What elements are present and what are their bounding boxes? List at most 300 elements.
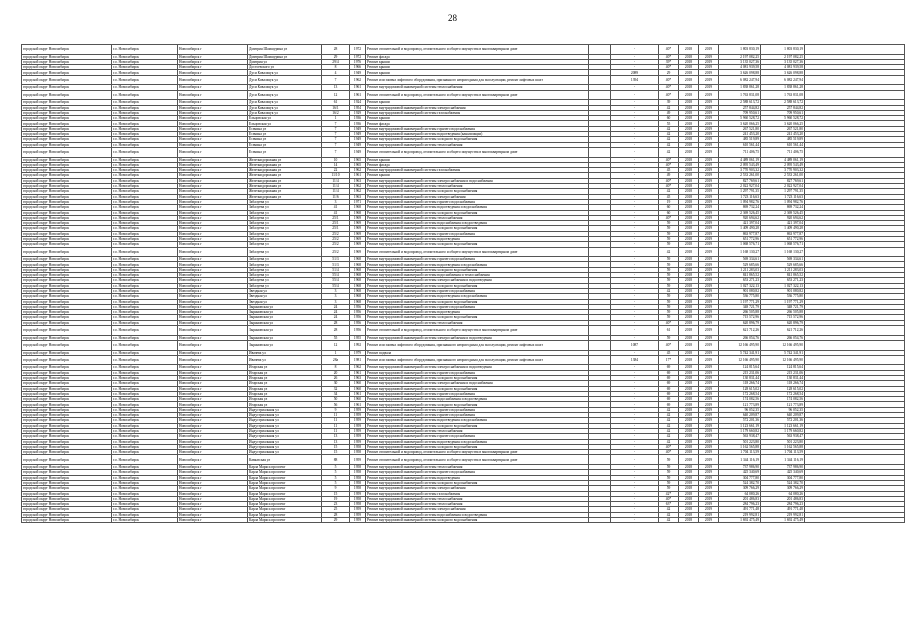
house-number-cell: 8: [322, 65, 350, 70]
table-row: [22, 75, 905, 85]
start-year-cell: 2018: [679, 402, 699, 407]
house-number-cell: 5: [322, 470, 350, 475]
area-cell: -: [611, 350, 659, 355]
area-cell: -: [611, 335, 659, 340]
city-cell: г.о. Новосибирск: [112, 162, 178, 167]
build-year-cell: 1949: [350, 126, 366, 131]
start-year-cell: 2018: [679, 491, 699, 496]
end-year-cell: 2019: [699, 194, 719, 199]
start-year-cell: 2018: [679, 236, 699, 241]
wear-cell: 63*: [659, 502, 679, 507]
work-type-cell: Ремонт фасада: [366, 121, 589, 126]
start-year-cell: 2018: [679, 168, 699, 173]
house-number-cell: 25/1: [322, 221, 350, 226]
locality-cell: Новосибирск г: [178, 85, 248, 90]
house-number-cell: 24: [322, 310, 350, 315]
end-year-cell: 2019: [699, 205, 719, 210]
end-year-cell: 2019: [699, 340, 719, 350]
locality-cell: Новосибирск г: [178, 507, 248, 512]
build-year-cell: 1949: [350, 132, 366, 137]
total-cost-cell: 1 763 831,08: [761, 90, 805, 100]
house-number-cell: 24: [322, 304, 350, 309]
area-cell: -: [611, 157, 659, 162]
work-type-cell: Ремонт внутридомовой инженерной системы холодного водоснабжения: [366, 137, 589, 142]
work-type-cell: Ремонт или замена лифтового оборудования, признанного непригодным для эксплуатации, ремонт лифтовых шахт: [366, 340, 589, 350]
city-cell: г.о. Новосибирск: [112, 315, 178, 320]
city-cell: г.о. Новосибирск: [112, 340, 178, 350]
house-number-cell: 29: [322, 518, 350, 523]
city-cell: г.о. Новосибирск: [112, 335, 178, 340]
house-number-cell: 41: [322, 205, 350, 210]
work-type-cell: Ремонт внутридомовой инженерной системы водоотведения: [366, 310, 589, 315]
build-year-cell: 1959: [350, 491, 366, 496]
area-cell: 1087: [611, 340, 659, 350]
total-cost-cell: 1 704 113,59: [761, 450, 805, 455]
city-cell: г.о. Новосибирск: [112, 486, 178, 491]
locality-cell: Новосибирск г: [178, 70, 248, 75]
city-cell: г.о. Новосибирск: [112, 386, 178, 391]
start-year-cell: 2018: [679, 90, 699, 100]
work-type-cell: Ремонт отопительной и водопровод, отопительного и общего имущества в многоквартирном доме: [366, 247, 589, 257]
municipality-cell: городской округ Новосибирск: [22, 210, 112, 215]
work-type-cell: Ремонт внутридомовой инженерной системы теплоснабжения: [366, 142, 589, 147]
work-type-cell: Ремонт внутридомовой инженерной системы электроснабжения и водоотведения: [366, 365, 589, 370]
city-cell: г.о. Новосибирск: [112, 110, 178, 115]
total-cost-cell: 901 080,82: [761, 288, 805, 293]
build-year-cell: 1958: [350, 496, 366, 501]
start-year-cell: 2018: [679, 381, 699, 386]
street-cell: Звездная ул: [248, 294, 322, 299]
wear-cell: 69: [659, 381, 679, 386]
street-cell: Дмитрия ул: [248, 59, 322, 64]
area-cell: -: [611, 110, 659, 115]
area-cell: -: [611, 205, 659, 210]
cost-cell: 1 297 791,35: [719, 189, 761, 194]
capital-repair-table: [21, 44, 905, 523]
total-cost-cell: 64 080,26: [761, 491, 805, 496]
empty-cell: [589, 355, 611, 365]
house-number-cell: 11: [322, 428, 350, 433]
municipality-cell: городской округ Новосибирск: [22, 75, 112, 85]
street-cell: Ельцовская ул: [248, 121, 322, 126]
street-cell: Звездная ул: [248, 299, 322, 304]
end-year-cell: 2019: [699, 157, 719, 162]
house-number-cell: 88: [322, 455, 350, 465]
house-number-cell: 28: [322, 320, 350, 325]
area-cell: -: [611, 65, 659, 70]
street-cell: Ивачева ул: [248, 350, 322, 355]
total-cost-cell: 309 766,29: [761, 486, 805, 491]
house-number-cell: 55/4: [322, 273, 350, 278]
municipality-cell: городской округ Новосибирск: [22, 320, 112, 325]
build-year-cell: 1958: [350, 465, 366, 470]
build-year-cell: 1956: [350, 320, 366, 325]
wear-cell: 69: [659, 397, 679, 402]
wear-cell: 42: [659, 439, 679, 444]
area-cell: -: [611, 304, 659, 309]
city-cell: г.о. Новосибирск: [112, 242, 178, 247]
end-year-cell: 2019: [699, 173, 719, 178]
municipality-cell: городской округ Новосибирск: [22, 45, 112, 55]
end-year-cell: 2019: [699, 70, 719, 75]
start-year-cell: 2018: [679, 397, 699, 402]
total-cost-cell: 1 027 322,13: [761, 283, 805, 288]
total-cost-cell: 6 082 247,94: [761, 75, 805, 85]
street-cell: Зыряновская ул: [248, 315, 322, 320]
area-cell: 1394: [611, 75, 659, 85]
end-year-cell: 2019: [699, 335, 719, 340]
total-cost-cell: 1 123 661,19: [761, 423, 805, 428]
total-cost-cell: 3 626 098,88: [761, 70, 805, 75]
start-year-cell: 2018: [679, 386, 699, 391]
start-year-cell: 2018: [679, 226, 699, 231]
empty-cell: [589, 518, 611, 523]
build-year-cell: 1958: [350, 480, 366, 485]
total-cost-cell: 257 844,82: [761, 105, 805, 110]
street-cell: Железнодорожная ул: [248, 173, 322, 178]
build-year-cell: 1979: [350, 350, 366, 355]
work-type-cell: Ремонт внутридомовой инженерной системы холодного водоснабжения: [366, 210, 589, 215]
area-cell: -: [611, 326, 659, 336]
end-year-cell: 2019: [699, 247, 719, 257]
locality-cell: Новосибирск г: [178, 236, 248, 241]
wear-cell: 59: [659, 221, 679, 226]
total-cost-cell: 284 796,23: [761, 502, 805, 507]
house-number-cell: 55: [322, 335, 350, 340]
end-year-cell: 2019: [699, 518, 719, 523]
city-cell: г.о. Новосибирск: [112, 304, 178, 309]
locality-cell: Новосибирск г: [178, 340, 248, 350]
build-year-cell: 1968: [350, 205, 366, 210]
end-year-cell: 2019: [699, 310, 719, 315]
total-cost-cell: 529 685,66: [761, 262, 805, 267]
build-year-cell: 1971: [350, 199, 366, 204]
build-year-cell: 1959: [350, 512, 366, 517]
street-cell: Ивачева ул: [248, 355, 322, 365]
build-year-cell: 1965: [350, 162, 366, 167]
house-number-cell: 11/4: [322, 189, 350, 194]
start-year-cell: 2018: [679, 350, 699, 355]
locality-cell: Новосибирск г: [178, 518, 248, 523]
city-cell: г.о. Новосибирск: [112, 147, 178, 157]
start-year-cell: 2018: [679, 413, 699, 418]
start-year-cell: 2018: [679, 512, 699, 517]
city-cell: г.о. Новосибирск: [112, 121, 178, 126]
total-cost-cell: 118 266,74: [761, 381, 805, 386]
municipality-cell: городской округ Новосибирск: [22, 65, 112, 70]
area-cell: -: [611, 512, 659, 517]
street-cell: Игарская ул: [248, 402, 322, 407]
work-type-cell: Ремонт внутридомовой инженерной системы газоснабжения: [366, 168, 589, 173]
house-number-cell: 55/4: [322, 283, 350, 288]
area-cell: -: [611, 105, 659, 110]
locality-cell: Новосибирск г: [178, 132, 248, 137]
build-year-cell: 1949: [350, 70, 366, 75]
house-number-cell: 29/4: [322, 59, 350, 64]
build-year-cell: 1961: [350, 90, 366, 100]
work-type-cell: Ремонт внутридомовой инженерной системы электроснабжения и водоотведения: [366, 335, 589, 340]
municipality-cell: городской округ Новосибирск: [22, 402, 112, 407]
work-type-cell: Ремонт внутридомовой инженерной системы горячего водоснабжения: [366, 126, 589, 131]
work-type-cell: Ремонт внутридомовой инженерной системы теплоснабжения: [366, 184, 589, 189]
empty-cell: [589, 326, 611, 336]
wear-cell: 40*: [659, 450, 679, 455]
work-type-cell: Ремонт внутридомовой инженерной системы холодного водоснабжения: [366, 423, 589, 428]
street-cell: Дмитрия Шамшурина ул: [248, 54, 322, 59]
total-cost-cell: 737 986,90: [761, 465, 805, 470]
total-cost-cell: 421 397,04: [761, 221, 805, 226]
house-number-cell: 12: [322, 90, 350, 100]
work-type-cell: Ремонт или замена лифтового оборудования, признанного непригодным для эксплуатации, ремонт лифтовых шахт: [366, 355, 589, 365]
municipality-cell: городской округ Новосибирск: [22, 162, 112, 167]
municipality-cell: городской округ Новосибирск: [22, 100, 112, 105]
street-cell: Зыряновская ул: [248, 326, 322, 336]
area-cell: -: [611, 194, 659, 199]
start-year-cell: 2018: [679, 85, 699, 90]
wear-cell: 42: [659, 518, 679, 523]
end-year-cell: 2019: [699, 502, 719, 507]
locality-cell: Новосибирск г: [178, 283, 248, 288]
area-cell: -: [611, 370, 659, 375]
total-cost-cell: 2 533 261,00: [761, 173, 805, 178]
wear-cell: 42: [659, 132, 679, 137]
build-year-cell: 1959: [350, 455, 366, 465]
house-number-cell: 13: [322, 85, 350, 90]
area-cell: -: [611, 407, 659, 412]
house-number-cell: 29: [322, 54, 350, 59]
wear-cell: 42: [659, 247, 679, 257]
work-type-cell: Ремонт внутридомовой инженерной системы электроснабжения и водоснабжения: [366, 178, 589, 183]
house-number-cell: 32: [322, 386, 350, 391]
empty-cell: [805, 340, 905, 350]
street-cell: Дуси Ковальчук ул: [248, 100, 322, 105]
total-cost-cell: 572 201,36: [761, 418, 805, 423]
area-cell: -: [611, 315, 659, 320]
start-year-cell: 2018: [679, 470, 699, 475]
municipality-cell: городской округ Новосибирск: [22, 215, 112, 220]
street-cell: Забалуева ул: [248, 278, 322, 283]
work-type-cell: Ремонт крыши: [366, 173, 589, 178]
build-year-cell: 1956: [350, 315, 366, 320]
build-year-cell: 1961: [350, 370, 366, 375]
area-cell: -: [611, 310, 659, 315]
total-cost-cell: 174 082,56: [761, 397, 805, 402]
area-cell: -: [611, 444, 659, 449]
area-cell: -: [611, 413, 659, 418]
street-cell: Карла Маркса проспект: [248, 512, 322, 517]
house-number-cell: 12: [322, 340, 350, 350]
cost-cell: 1 179 660,82: [719, 428, 761, 433]
end-year-cell: 2019: [699, 496, 719, 501]
locality-cell: Новосибирск г: [178, 205, 248, 210]
cost-cell: 651 772,96: [719, 236, 761, 241]
municipality-cell: городской округ Новосибирск: [22, 168, 112, 173]
municipality-cell: городской округ Новосибирск: [22, 226, 112, 231]
work-type-cell: Ремонт внутридомовой инженерной системы горячего водоснабжения: [366, 231, 589, 236]
area-cell: -: [611, 496, 659, 501]
house-number-cell: 7: [322, 75, 350, 85]
street-cell: Есенина ул: [248, 147, 322, 157]
end-year-cell: 2019: [699, 299, 719, 304]
municipality-cell: городской округ Новосибирск: [22, 85, 112, 90]
work-type-cell: Ремонт внутридомовой инженерной системы холодного водоснабжения: [366, 518, 589, 523]
wear-cell: 42: [659, 288, 679, 293]
work-type-cell: Ремонт внутридомовой инженерной системы электроснабжения и водоотведения: [366, 278, 589, 283]
street-cell: Индустриальная ул: [248, 413, 322, 418]
end-year-cell: 2019: [699, 491, 719, 496]
end-year-cell: 2019: [699, 215, 719, 220]
build-year-cell: 1962: [350, 365, 366, 370]
end-year-cell: 2019: [699, 288, 719, 293]
cost-cell: 425 340,69: [719, 470, 761, 475]
cost-cell: 2 588 613,72: [719, 100, 761, 105]
wear-cell: 42*: [659, 491, 679, 496]
work-type-cell: Ремонт внутридомовой инженерной системы холодного водоснабжения: [366, 242, 589, 247]
house-number-cell: 14: [322, 162, 350, 167]
city-cell: г.о. Новосибирск: [112, 184, 178, 189]
locality-cell: Новосибирск г: [178, 370, 248, 375]
wear-cell: 69: [659, 365, 679, 370]
city-cell: г.о. Новосибирск: [112, 320, 178, 325]
street-cell: Забалуева ул: [248, 199, 322, 204]
cost-cell: 118 266,74: [719, 381, 761, 386]
start-year-cell: 2018: [679, 315, 699, 320]
end-year-cell: 2019: [699, 189, 719, 194]
area-cell: 2089: [611, 70, 659, 75]
house-number-cell: 25/2: [322, 242, 350, 247]
wear-cell: 49: [659, 173, 679, 178]
start-year-cell: 2018: [679, 299, 699, 304]
city-cell: г.о. Новосибирск: [112, 100, 178, 105]
city-cell: г.о. Новосибирск: [112, 142, 178, 147]
house-number-cell: 23: [322, 502, 350, 507]
total-cost-cell: 2 197 082,25: [761, 54, 805, 59]
locality-cell: Новосибирск г: [178, 315, 248, 320]
work-type-cell: Ремонт внутридомовой инженерной системы водоснабжения и водоотведения: [366, 512, 589, 517]
total-cost-cell: 491 771,48: [761, 507, 805, 512]
total-cost-cell: 711 406,75: [761, 147, 805, 157]
street-cell: Индустриальная ул: [248, 444, 322, 449]
street-cell: Забалуева ул: [248, 262, 322, 267]
street-cell: Железнодорожная ул: [248, 184, 322, 189]
total-cost-cell: 215 231,06: [761, 370, 805, 375]
city-cell: г.о. Новосибирск: [112, 350, 178, 355]
area-cell: -: [611, 381, 659, 386]
cost-cell: 1 211 283,03: [719, 267, 761, 272]
house-number-cell: 11/4: [322, 184, 350, 189]
cost-cell: 709 950,61: [719, 110, 761, 115]
cost-cell: 6 082 247,94: [719, 75, 761, 85]
wear-cell: 59: [659, 242, 679, 247]
cost-cell: 2 022 927,04: [719, 184, 761, 189]
municipality-cell: городской округ Новосибирск: [22, 512, 112, 517]
work-type-cell: Ремонт внутридомовой инженерной системы теплоснабжения: [366, 320, 589, 325]
wear-cell: 19: [659, 199, 679, 204]
area-cell: -: [611, 199, 659, 204]
municipality-cell: городской округ Новосибирск: [22, 194, 112, 199]
total-cost-cell: 651 772,96: [761, 236, 805, 241]
end-year-cell: 2019: [699, 391, 719, 396]
house-number-cell: 5: [322, 480, 350, 485]
wear-cell: 42: [659, 418, 679, 423]
empty-cell: [589, 75, 611, 85]
build-year-cell: 1949: [350, 137, 366, 142]
end-year-cell: 2019: [699, 315, 719, 320]
work-type-cell: Ремонт крыши: [366, 59, 589, 64]
work-type-cell: Ремонт внутридомовой инженерной системы водоотведения (канализации): [366, 132, 589, 137]
start-year-cell: 2018: [679, 294, 699, 299]
area-cell: -: [611, 132, 659, 137]
wear-cell: 69: [659, 402, 679, 407]
start-year-cell: 2018: [679, 407, 699, 412]
area-cell: -: [611, 189, 659, 194]
street-cell: Забалуева ул: [248, 267, 322, 272]
area-cell: -: [611, 320, 659, 325]
wear-cell: 61: [659, 326, 679, 336]
house-number-cell: 25/2: [322, 231, 350, 236]
start-year-cell: 2018: [679, 496, 699, 501]
work-type-cell: Ремонт внутридомовой инженерной системы теплоснабжения: [366, 465, 589, 470]
locality-cell: Новосибирск г: [178, 210, 248, 215]
area-cell: -: [611, 267, 659, 272]
build-year-cell: 1960: [350, 386, 366, 391]
city-cell: г.о. Новосибирск: [112, 178, 178, 183]
cost-cell: 737 986,90: [719, 465, 761, 470]
total-cost-cell: 3 620 066,25: [761, 121, 805, 126]
total-cost-cell: 425 340,69: [761, 470, 805, 475]
build-year-cell: 1972: [350, 45, 366, 55]
street-cell: Забалуева ул: [248, 215, 322, 220]
cost-cell: 1 197 771,29: [719, 299, 761, 304]
municipality-cell: городской округ Новосибирск: [22, 397, 112, 402]
city-cell: г.о. Новосибирск: [112, 439, 178, 444]
start-year-cell: 2018: [679, 215, 699, 220]
start-year-cell: 2018: [679, 132, 699, 137]
area-cell: -: [611, 491, 659, 496]
house-number-cell: 7: [322, 126, 350, 131]
municipality-cell: городской округ Новосибирск: [22, 335, 112, 340]
build-year-cell: 1958: [350, 444, 366, 449]
total-cost-cell: 12 166 495,90: [761, 340, 805, 350]
area-cell: -: [611, 137, 659, 142]
end-year-cell: 2019: [699, 386, 719, 391]
street-cell: Забалуева ул: [248, 242, 322, 247]
work-type-cell: Ремонт внутридомовой инженерной системы газоснабжения: [366, 491, 589, 496]
wear-cell: 42: [659, 413, 679, 418]
house-number-cell: 19: [322, 496, 350, 501]
city-cell: г.о. Новосибирск: [112, 444, 178, 449]
build-year-cell: 1966: [350, 65, 366, 70]
total-cost-cell: 3 135 027,36: [761, 59, 805, 64]
total-cost-cell: 96 052,35: [761, 407, 805, 412]
total-cost-cell: 1 197 771,29: [761, 299, 805, 304]
house-number-cell: 11: [322, 423, 350, 428]
cost-cell: 715 572,96: [719, 315, 761, 320]
work-type-cell: Ремонт внутридомовой инженерной системы холодного водоснабжения: [366, 315, 589, 320]
wear-cell: 40*: [659, 184, 679, 189]
build-year-cell: 1963: [350, 194, 366, 199]
city-cell: г.о. Новосибирск: [112, 157, 178, 162]
house-number-cell: 16/1: [322, 105, 350, 110]
house-number-cell: 11: [322, 413, 350, 418]
locality-cell: Новосибирск г: [178, 215, 248, 220]
work-type-cell: Ремонт внутридомовой инженерной системы горячего водоснабжения: [366, 470, 589, 475]
total-cost-cell: 620 896,79: [761, 320, 805, 325]
area-cell: -: [611, 142, 659, 147]
area-cell: -: [611, 470, 659, 475]
city-cell: г.о. Новосибирск: [112, 132, 178, 137]
street-cell: Железнодорожная ул: [248, 194, 322, 199]
